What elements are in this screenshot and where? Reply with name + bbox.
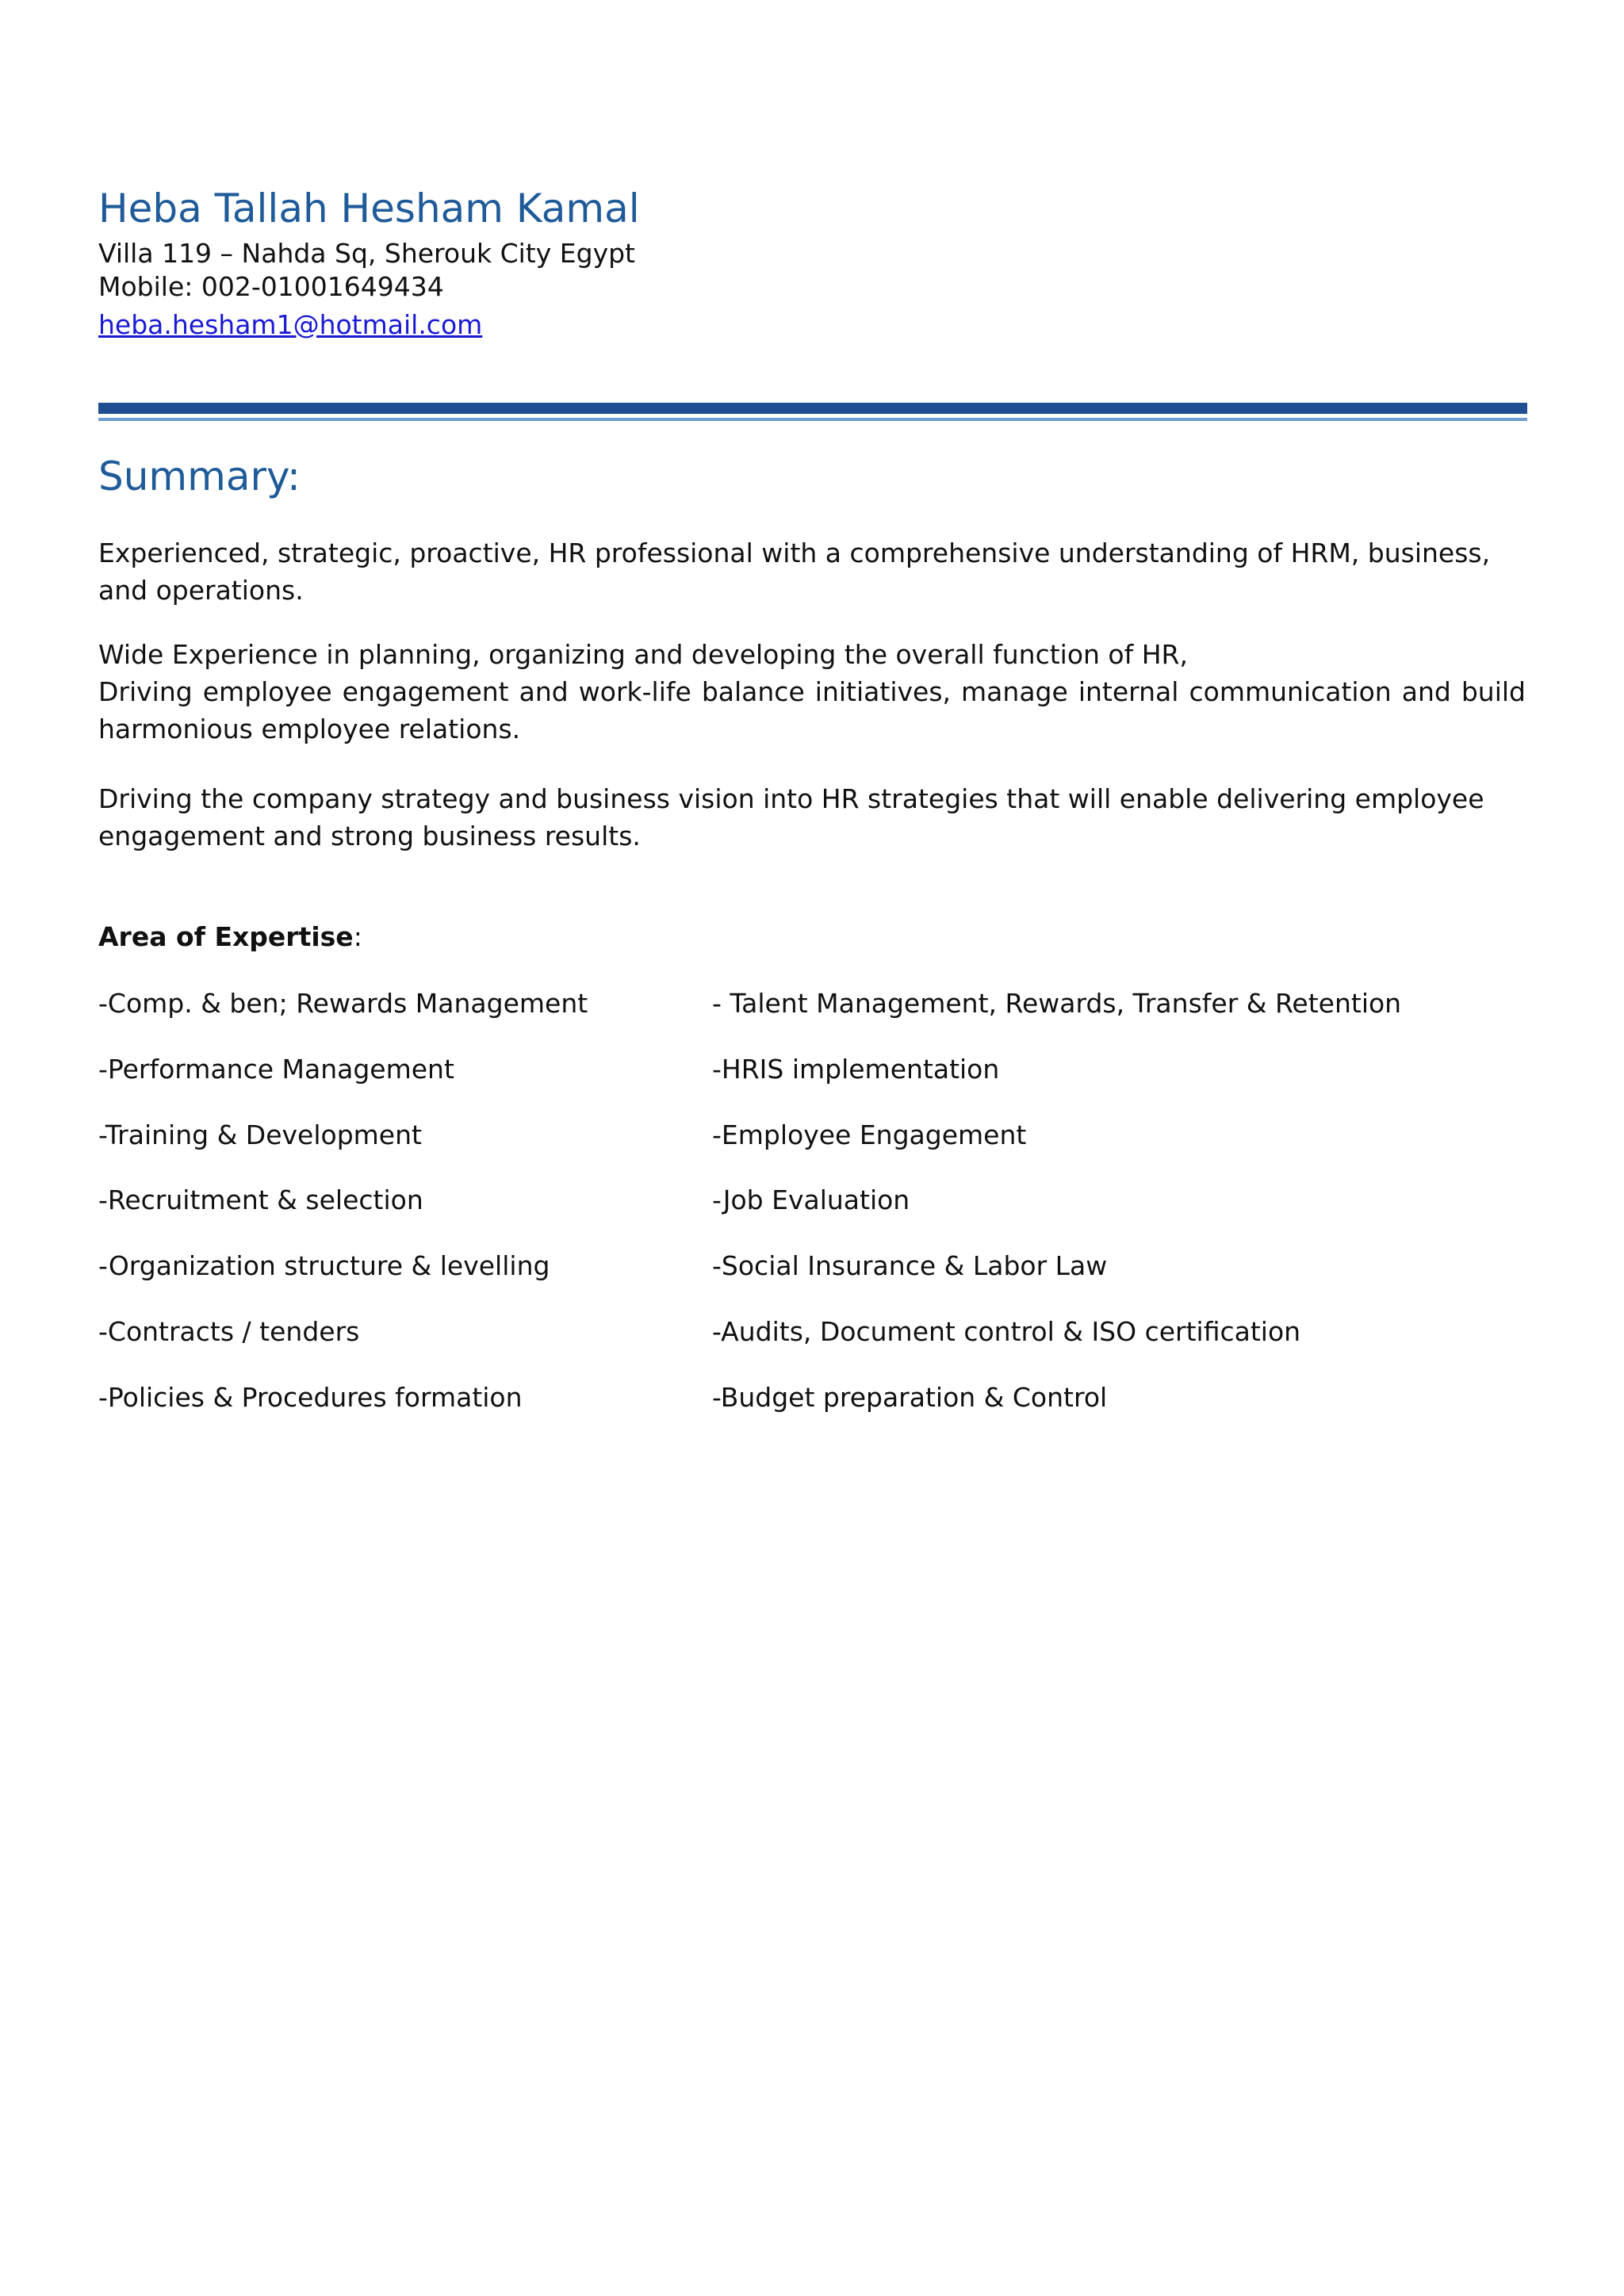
expertise-item-left: -Contracts / tenders — [98, 1316, 360, 1347]
expertise-item-left: -Performance Management — [98, 1054, 454, 1085]
summary-paragraph-2 — [98, 636, 1526, 748]
summary-heading: Summary: — [98, 453, 301, 499]
summary-paragraph-1 — [98, 534, 1526, 609]
mobile-number: Mobile: 002-01001649434 — [98, 271, 444, 302]
summary-paragraph-3 — [98, 780, 1526, 855]
address: Villa 119 – Nahda Sq, Sherouk City Egypt — [98, 238, 635, 269]
summary-text-2a: Wide Experience in planning, organizing and developing the overall function of HR, — [98, 639, 1188, 670]
expertise-item-right: - Talent Management, Rewards, Transfer & Retention — [712, 988, 1402, 1019]
header-divider-thin — [98, 418, 1527, 421]
expertise-item-right: -Job Evaluation — [712, 1184, 910, 1215]
summary-text-1: Experienced, strategic, proactive, HR professional with a comprehensive understanding of HRM, business, and operations. — [98, 538, 1491, 606]
summary-text-3: Driving the company strategy and business vision into HR strategies that will enable delivering employee engagement and strong business results. — [98, 783, 1484, 851]
summary-text-2b: Driving employee engagement and work-life balance initiatives, manage internal communication and build harmonious employee relations. — [98, 676, 1526, 744]
expertise-item-right: -Social Insurance & Labor Law — [712, 1250, 1108, 1281]
expertise-title-colon: : — [353, 921, 362, 952]
expertise-item-right: -Audits, Document control & ISO certification — [712, 1316, 1301, 1347]
expertise-item-left: -Policies & Procedures formation — [98, 1382, 523, 1413]
header-divider-thick — [98, 403, 1527, 414]
expertise-item-left: -Comp. & ben; Rewards Management — [98, 988, 588, 1019]
expertise-title-label: Area of Expertise — [98, 921, 354, 952]
expertise-title — [98, 921, 362, 952]
expertise-item-left: -Recruitment & selection — [98, 1184, 423, 1215]
expertise-item-right: -Employee Engagement — [712, 1119, 1027, 1150]
expertise-item-right: -HRIS implementation — [712, 1054, 1000, 1085]
candidate-name: Heba Tallah Hesham Kamal — [98, 186, 640, 232]
email-link[interactable]: heba.hesham1@hotmail.com — [98, 309, 483, 340]
expertise-item-left: -Training & Development — [98, 1119, 422, 1150]
expertise-item-left: -Organization structure & levelling — [98, 1250, 550, 1281]
expertise-item-right: -Budget preparation & Control — [712, 1382, 1108, 1413]
